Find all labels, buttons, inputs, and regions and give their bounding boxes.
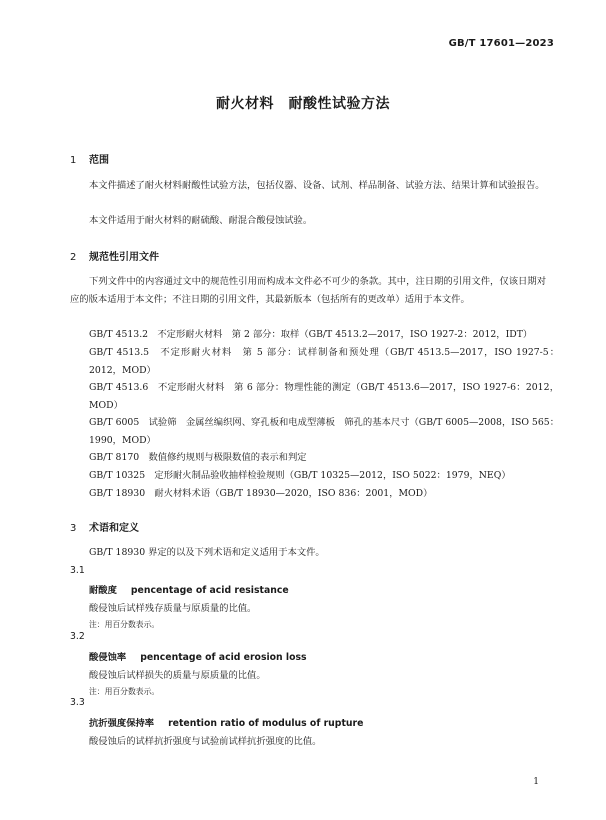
paragraph-text: 本文件适用于耐火材料的耐硫酸、耐混合酸侵蚀试验。 bbox=[89, 215, 313, 226]
page-number: 1 bbox=[533, 777, 539, 787]
reference-item: GB/T 10325 定形耐火制品验收抽样检验规则（GB/T 10325—2012，ISO 5022：1979，NEQ） bbox=[89, 470, 511, 481]
reference-item: GB/T 6005 试验筛 金属丝编织网、穿孔板和电成型薄板 筛孔的基本尺寸（GB/T 6005—2008，ISO 565：1990，MOD） bbox=[89, 417, 559, 446]
term-en: retention ratio of modulus of rupture bbox=[168, 718, 364, 729]
section-title: 规范性引用文件 bbox=[89, 252, 159, 263]
reference-item: GB/T 8170 数值修约规则与极限数值的表示和判定 bbox=[89, 452, 307, 463]
term-zh: 酸侵蚀率 bbox=[89, 652, 127, 663]
term-note: 注：用百分数表示。 bbox=[89, 687, 160, 696]
section-number: 3 bbox=[70, 523, 77, 534]
section-number: 2 bbox=[70, 252, 77, 263]
standard-code: GB/T 17601—2023 bbox=[448, 38, 554, 49]
section-heading-terms bbox=[70, 519, 139, 534]
scope-paragraph-2 bbox=[70, 212, 546, 230]
term-note: 注：用百分数表示。 bbox=[89, 620, 160, 629]
reference-item: GB/T 4513.5 不定形耐火材料 第 5 部分：试样制备和预处理（GB/T 4513.5—2017，ISO 1927-5：2012，MOD） bbox=[89, 347, 559, 376]
term-definition: 酸侵蚀后试样损失的质量与原质量的比值。 bbox=[89, 670, 266, 681]
term-heading bbox=[89, 715, 363, 729]
term-number: 3.1 bbox=[70, 565, 85, 576]
term-definition: 酸侵蚀后试样残存质量与原质量的比值。 bbox=[89, 603, 257, 614]
paragraph-text: 下列文件中的内容通过文中的规范性引用而构成本文件必不可少的条款。其中，注日期的引用文件，仅该日期对应的版本适用于本文件；不注日期的引用文件，其最新版本（包括所有的更改单）适用于本文件。 bbox=[70, 276, 546, 305]
document-title: 耐火材料 耐酸性试验方法 bbox=[216, 96, 390, 112]
reference-item: GB/T 4513.6 不定形耐火材料 第 6 部分：物理性能的测定（GB/T 4513.6—2017，ISO 1927-6：2012，MOD） bbox=[89, 382, 559, 411]
section-heading-normative-refs bbox=[70, 248, 159, 263]
paragraph-text: 本文件描述了耐火材料耐酸性试验方法，包括仪器、设备、试剂、样品制备、试验方法、结果计算和试验报告。 bbox=[89, 180, 545, 191]
term-en: pencentage of acid erosion loss bbox=[140, 652, 307, 663]
normative-refs-intro bbox=[70, 273, 546, 308]
section-number: 1 bbox=[70, 155, 77, 166]
term-number: 3.2 bbox=[70, 631, 85, 642]
term-en: pencentage of acid resistance bbox=[130, 585, 289, 596]
term-heading bbox=[89, 649, 307, 663]
section-heading-scope bbox=[70, 151, 109, 166]
paragraph-text: GB/T 18930 界定的以及下列术语和定义适用于本文件。 bbox=[89, 547, 325, 558]
section-title: 范围 bbox=[89, 155, 109, 166]
reference-item: GB/T 4513.2 不定形耐火材料 第 2 部分：取样（GB/T 4513.2—2017，ISO 1927-2：2012，IDT） bbox=[89, 329, 533, 340]
term-heading bbox=[89, 582, 289, 596]
reference-item: GB/T 18930 耐火材料术语（GB/T 18930—2020，ISO 836：2001，MOD） bbox=[89, 488, 433, 499]
term-definition: 酸侵蚀后的试样抗折强度与试验前试样抗折强度的比值。 bbox=[89, 736, 322, 747]
terms-intro bbox=[70, 544, 546, 562]
term-number: 3.3 bbox=[70, 697, 85, 708]
term-zh: 耐酸度 bbox=[89, 585, 117, 596]
section-title: 术语和定义 bbox=[89, 523, 139, 534]
scope-paragraph-1 bbox=[70, 177, 546, 195]
term-zh: 抗折强度保持率 bbox=[89, 718, 155, 729]
